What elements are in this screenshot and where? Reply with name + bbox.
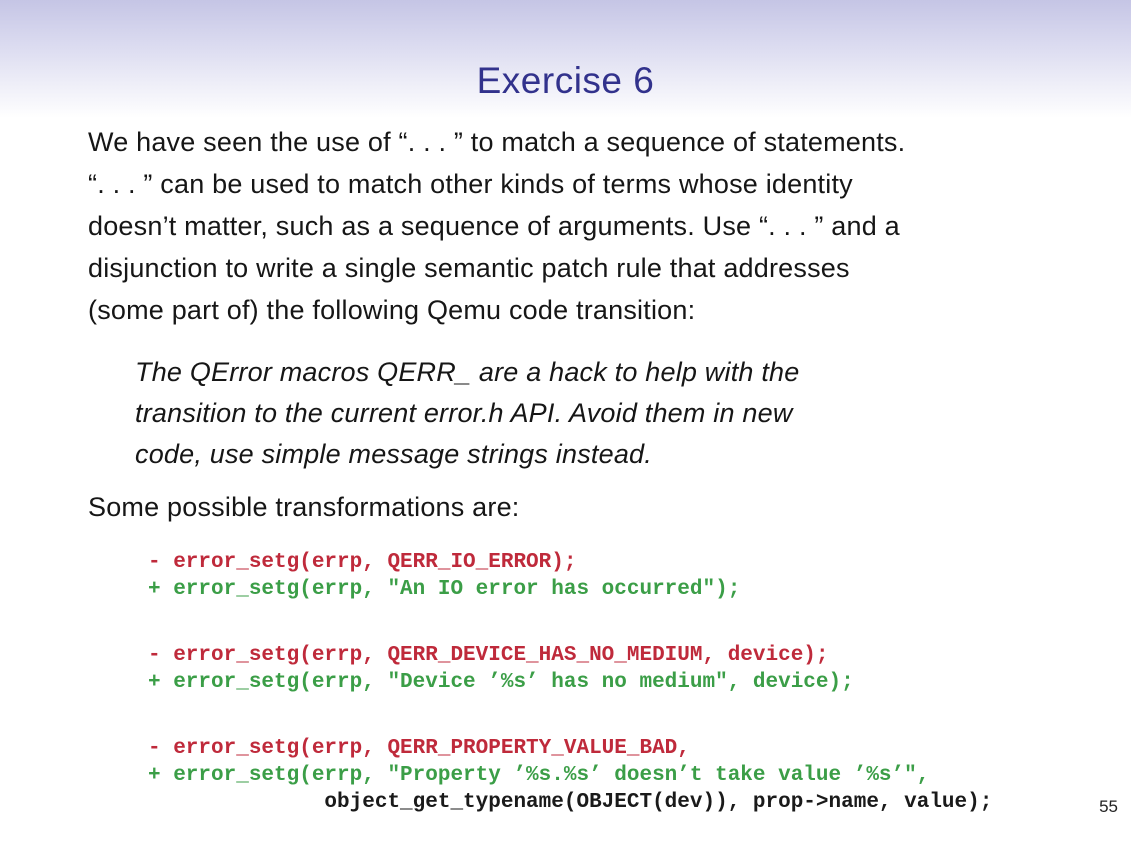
diff-added-line: + error_setg(errp, "Device ’%s’ has no medium", device); (148, 671, 854, 694)
intro-line: disjunction to write a single semantic patch rule that addresses (88, 253, 850, 283)
intro-line: We have seen the use of “. . . ” to match a sequence of statements. (88, 127, 906, 157)
code-listing (148, 549, 992, 816)
diff-removed-line: - error_setg(errp, QERR_PROPERTY_VALUE_BAD, (148, 737, 690, 760)
quote-line: code, use simple message strings instead. (135, 439, 652, 469)
slide-title: Exercise 6 (476, 60, 655, 101)
intro-line: “. . . ” can be used to match other kinds of terms whose identity (88, 169, 853, 199)
diff-group-no-medium (148, 642, 992, 696)
page-number: 55 (1099, 797, 1118, 816)
diff-context-line: object_get_typename(OBJECT(dev)), prop->name, value); (148, 791, 993, 814)
diff-added-line: + error_setg(errp, "Property ’%s.%s’ doesn’t take value ’%s’", (148, 764, 930, 787)
quote-line: The QError macros QERR_ are a hack to help with the (135, 357, 800, 387)
diff-added-line: + error_setg(errp, "An IO error has occurred"); (148, 578, 741, 601)
intro-line: doesn’t matter, such as a sequence of arguments. Use “. . . ” and a (88, 211, 900, 241)
intro-paragraph (88, 121, 905, 331)
transformations-label: Some possible transformations are: (88, 492, 520, 522)
diff-removed-line: - error_setg(errp, QERR_DEVICE_HAS_NO_MEDIUM, device); (148, 644, 829, 667)
quote-block (135, 352, 799, 475)
diff-group-property-value (148, 735, 992, 816)
diff-group-io-error (148, 549, 992, 603)
quote-line: transition to the current error.h API. Avoid them in new (135, 398, 793, 428)
intro-line: (some part of) the following Qemu code transition: (88, 295, 696, 325)
diff-removed-line: - error_setg(errp, QERR_IO_ERROR); (148, 551, 577, 574)
